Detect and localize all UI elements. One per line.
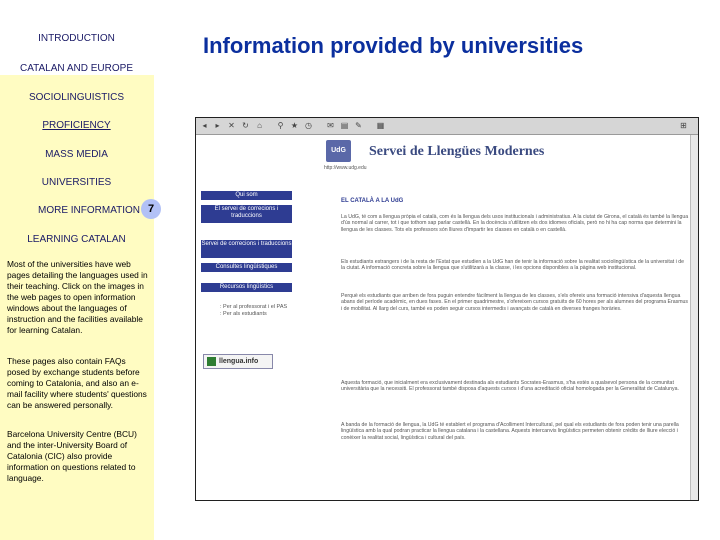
banner-subtitle: http://www.udg.edu — [324, 165, 367, 171]
content-paragraph-4: Aquesta formació, que inicialment era exclusivament destinada als estudiants Socrates-Erasmus, s'ha estès a qualsevol persona de la comunitat universitària que la necessiti. El professorat també disposa d'aquests cursos i d'una acreditació oficial homologada per la Generalitat de Catalunya. — [341, 380, 679, 393]
browser-toolbar — [196, 118, 698, 135]
sidebar-paragraph-1: Most of the universities have web pages detailing the languages used in their teaching. Click on the images in the web pages to open information windows about the languages of instruction and the facilities available for learning Catalan. — [7, 259, 148, 335]
home-icon: ⌂ — [257, 121, 262, 130]
page-title: Information provided by universities — [203, 33, 584, 58]
banner-title: Servei de Llengües Modernes — [369, 144, 545, 159]
nav-learning-catalan[interactable]: LEARNING CATALAN — [27, 234, 126, 245]
stop-icon: ✕ — [228, 121, 235, 130]
embedded-browser-screenshot — [195, 117, 699, 501]
edit-icon: ✎ — [355, 121, 362, 130]
content-paragraph-5: A banda de la formació de llengua, la UdG té establert el programa d'Acolliment Intercultural, pel qual els estudiants de fora poden tenir una parella lingüística amb la qual podran practicar la llengua catalana i la castellana. Aquests intercanvis lingüístics permeten obtenir crèdits de lliure elecció i conèixer la realitat social, lingüística i cultural del país. — [341, 422, 679, 441]
content-heading: EL CATALÀ A LA UdG — [341, 198, 404, 204]
page-number-badge: 7 — [141, 199, 161, 219]
llengua-label: llengua.info — [219, 358, 259, 365]
menu-recursos[interactable]: Recursos lingüístics — [201, 283, 292, 292]
menu-servei-correcions[interactable]: El servei de correcions i traduccions — [201, 205, 292, 223]
content-paragraph-1: La UdG, té com a llengua pròpia el català, com és la llengua dels usos institucionals i administratius. A la ciutat de Girona, el català és també la llengua d'ús normal al carrer, tot i que tothom sap parlar castellà. En la docència s'utilitzen els dos idiomes oficials, però no hi ha cap norma que determini la llengua de les classes. Tots els professors són lliures d'impartir les classes en català o en castellà. — [341, 214, 689, 233]
refresh-icon: ↻ — [242, 121, 249, 130]
sidebar — [0, 0, 154, 540]
menu-consultes[interactable]: Consultes lingüístiques — [201, 263, 292, 272]
favorites-icon: ★ — [290, 121, 299, 130]
udg-logo: UdG — [326, 140, 351, 162]
nav-mass-media[interactable]: MASS MEDIA — [45, 149, 108, 160]
nav-introduction[interactable]: INTRODUCTION — [38, 33, 115, 44]
sidebar-paragraph-2: These pages also contain FAQs posed by exchange students before coming to Catalonia, and also an e-mail facility where students' questions can be answered personally. — [7, 356, 147, 410]
nav-universities[interactable]: UNIVERSITIES — [41, 177, 112, 188]
nav-sociolinguistics[interactable]: SOCIOLINGUISTICS — [28, 92, 124, 103]
llengua-logo-icon — [207, 357, 216, 366]
nav-proficiency[interactable]: PROFICIENCY — [42, 120, 111, 131]
scrollbar[interactable] — [690, 135, 698, 500]
search-icon: ⚲ — [277, 121, 284, 130]
history-icon: ◷ — [305, 121, 312, 130]
mail-icon: ✉ — [327, 121, 334, 130]
windows-logo-icon: ⊞ — [680, 121, 687, 130]
print-icon: ▤ — [340, 121, 349, 130]
content-paragraph-2: Els estudiants estrangers i de la resta de l'Estat que estudien a la UdG han de tenir la informació sobre la realitat sociolingüística de la universitat i de la ciutat. A informació concreta sobre la llengua que s'utilitzarà a la classe, i les opcions disponibles a la pàgina web institucional. — [341, 259, 684, 272]
menu-link-professorat[interactable]: : Per al professorat i el PAS — [220, 304, 288, 310]
menu-qui-som[interactable]: Qui som — [201, 191, 292, 200]
menu-link-estudiants[interactable]: : Per als estudiants — [220, 311, 267, 317]
menu-servei-correcions-2[interactable]: Servei de correcions i traduccions — [201, 240, 292, 258]
back-icon: ◂ — [202, 121, 207, 130]
forward-icon: ▸ — [215, 121, 220, 130]
nav-more-information[interactable]: MORE INFORMATION — [38, 205, 141, 216]
llengua-info-button[interactable] — [203, 354, 273, 369]
discuss-icon: ▦ — [376, 121, 385, 130]
sidebar-paragraph-3: Barcelona University Centre (BCU) and the inter-University Board of Catalonia (CIC) also provide information on questions related to language. — [7, 429, 137, 483]
content-paragraph-3: Perquè els estudiants que arriben de fora puguin entendre fàcilment la llengua de les classes, s'els ofereix una formació intensiva d'aquesta llengua abans del període acadèmic, en dues fases. En el primer quadrimestre, s'ofereixen cursos gratuïts de 60 hores per als alumnes del programa Erasmus i de mobilitat. Al llarg del curs, també es poden seguir cursos intermedis i avançats de català en diverses franges horàries. — [341, 293, 689, 312]
nav-catalan-and-europe[interactable]: CATALAN AND EUROPE — [20, 63, 133, 74]
menu-links — [220, 304, 287, 318]
